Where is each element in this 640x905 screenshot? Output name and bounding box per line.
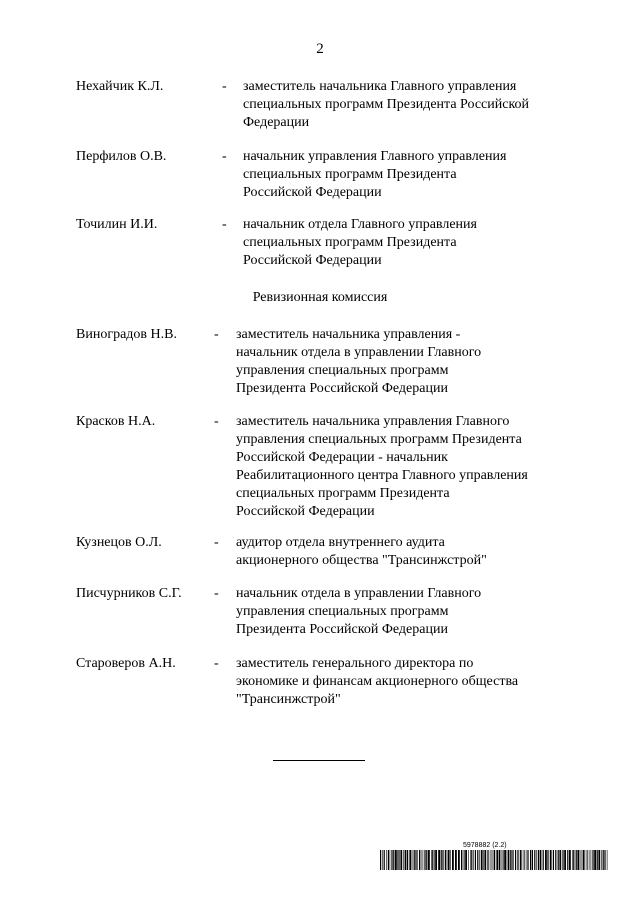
member-position: заместитель генерального директора по экономике и финансам акционерного общества "Трансинжстрой": [236, 656, 519, 707]
member-dash: -: [222, 79, 227, 94]
member-name: Виноградов Н.В.: [76, 327, 177, 342]
page-number: 2: [316, 41, 324, 57]
member-position: начальник отдела в управлении Главного управления специальных программ Президента Российской Федерации: [236, 586, 482, 637]
member-position: заместитель начальника управления Главного управления специальных программ Президента Российской Федерации - начальник Реабилитационного центра Главного управления специальных программ Президента Российской Федерации: [236, 414, 528, 519]
member-dash: -: [214, 327, 219, 342]
member-name: Перфилов О.В.: [76, 149, 167, 164]
member-position: заместитель начальника управления - начальник отдела в управлении Главного управления специальных программ Президента Российской Федерации: [236, 327, 482, 396]
document-code: 5978882 (2.2): [463, 842, 507, 849]
member-dash: -: [214, 586, 219, 601]
member-dash: -: [222, 217, 227, 232]
member-name: Точилин И.И.: [76, 217, 158, 232]
member-name: Староверов А.Н.: [76, 656, 176, 671]
member-position: заместитель начальника Главного управления специальных программ Президента Российской Федерации: [243, 79, 530, 130]
barcode-image: [380, 850, 610, 870]
section-heading: Ревизионная комиссия: [252, 290, 388, 305]
member-dash: -: [222, 149, 227, 164]
member-name: Нехайчик К.Л.: [76, 79, 164, 94]
member-dash: -: [214, 656, 219, 671]
member-name: Красков Н.А.: [76, 414, 156, 429]
member-name: Кузнецов О.Л.: [76, 535, 162, 550]
end-separator-line: [273, 760, 365, 761]
member-dash: -: [214, 414, 219, 429]
member-position: начальник отдела Главного управления специальных программ Президента Российской Федерации: [243, 217, 477, 268]
member-position: аудитор отдела внутреннего аудита акционерного общества "Трансинжстрой": [236, 535, 487, 568]
member-position: начальник управления Главного управления специальных программ Президента Российской Федерации: [243, 149, 507, 200]
member-dash: -: [214, 535, 219, 550]
member-name: Писчурников С.Г.: [76, 586, 182, 601]
